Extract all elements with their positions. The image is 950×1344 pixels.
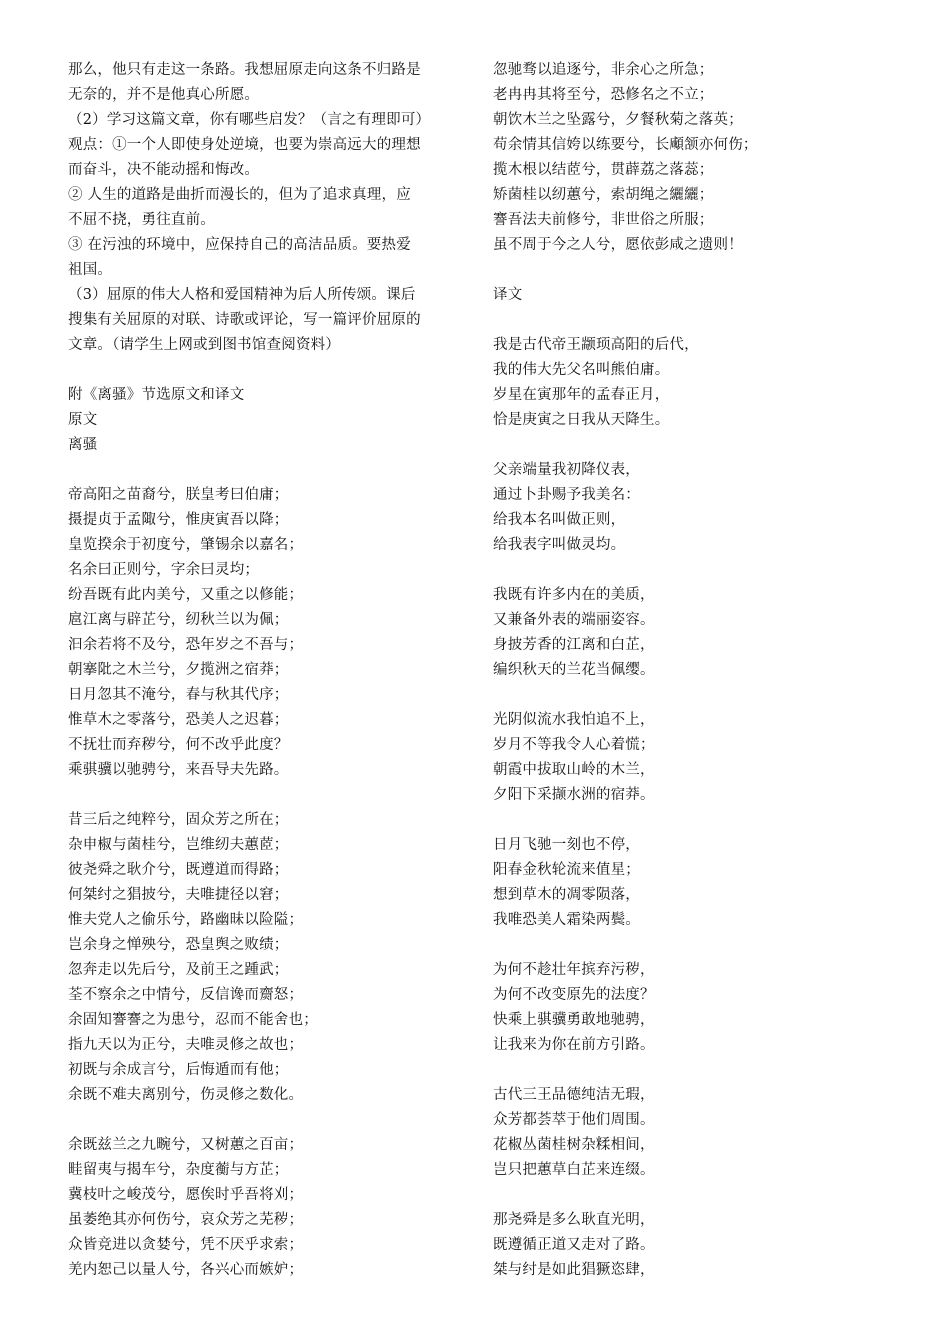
translation-line: 日月飞驰一刻也不停， bbox=[493, 837, 640, 853]
poem-line: 朝饮木兰之坠露兮，夕餐秋菊之落英； bbox=[493, 112, 743, 128]
translation-line: 通过卜卦赐予我美名： bbox=[493, 487, 640, 503]
right-column bbox=[493, 58, 893, 1283]
poem-line: 余固知謇謇之为患兮，忍而不能舍也； bbox=[68, 1012, 318, 1028]
answer-notes bbox=[68, 58, 468, 358]
poem-line: 虽不周于今之人兮，愿依彭咸之遗则！ bbox=[493, 237, 743, 253]
poem-line: 荃不察余之中情兮，反信谗而齌怒； bbox=[68, 987, 304, 1003]
poem-line: 杂申椒与菌桂兮，岂维纫夫蕙茝； bbox=[68, 837, 289, 853]
poem-line: 纷吾既有此内美兮，又重之以修能； bbox=[68, 587, 304, 603]
poem-title: 离骚 bbox=[68, 437, 98, 453]
translation-line: 父亲端量我初降仪表， bbox=[493, 462, 640, 478]
spacer bbox=[493, 433, 893, 458]
translation-line: 给我表字叫做灵均。 bbox=[493, 537, 626, 553]
translation-line: 我既有许多内在的美质， bbox=[493, 587, 655, 603]
translation-line: 给我本名叫做正则， bbox=[493, 512, 626, 528]
translation-stanza bbox=[493, 333, 893, 433]
text-line: ③ 在污浊的环境中，应保持自己的高洁品质。要热爱 bbox=[68, 237, 411, 253]
poem-line: 扈江离与辟芷兮，纫秋兰以为佩； bbox=[68, 612, 289, 628]
poem-line: 謇吾法夫前修兮，非世俗之所服； bbox=[493, 212, 714, 228]
translation-line: 既遵循正道又走对了路。 bbox=[493, 1237, 655, 1253]
spacer bbox=[493, 258, 893, 283]
poem-line: 汩余若将不及兮，恐年岁之不吾与； bbox=[68, 637, 304, 653]
spacer bbox=[68, 783, 468, 808]
poem-line: 惟夫党人之偷乐兮，路幽昧以险隘； bbox=[68, 912, 304, 928]
spacer bbox=[493, 808, 893, 833]
poem-line: 皇览揆余于初度兮，肇锡余以嘉名； bbox=[68, 537, 304, 553]
poem-line: 何桀纣之猖披兮，夫唯捷径以窘； bbox=[68, 887, 289, 903]
translation-line: 我是古代帝王颛顼高阳的后代， bbox=[493, 337, 699, 353]
translation-stanza bbox=[493, 458, 893, 558]
translation-line: 我的伟大先父名叫熊伯庸。 bbox=[493, 362, 670, 378]
translation-line: 岁月不等我令人心着慌； bbox=[493, 737, 655, 753]
text-line: 观点：①一个人即使身处逆境，也要为崇高远大的理想 bbox=[68, 137, 421, 153]
translation-line: 花椒丛菌桂树杂糅相间， bbox=[493, 1137, 655, 1153]
text-line: 而奋斗，决不能动摇和悔改。 bbox=[68, 162, 260, 178]
text-line: ② 人生的道路是曲折而漫长的，但为了追求真理，应 bbox=[68, 187, 411, 203]
translation-line: 古代三王品德纯洁无瑕， bbox=[493, 1087, 655, 1103]
poem-line: 羌内恕己以量人兮，各兴心而嫉妒； bbox=[68, 1262, 304, 1278]
translation-line: 那尧舜是多么耿直光明， bbox=[493, 1212, 655, 1228]
original-label: 原文 bbox=[68, 412, 98, 428]
text-line: 搜集有关屈原的对联、诗歌或评论，写一篇评价屈原的 bbox=[68, 312, 421, 328]
poem-line: 初既与余成言兮，后悔遁而有他； bbox=[68, 1062, 289, 1078]
poem-stanza-1 bbox=[68, 483, 468, 783]
translation-line: 为何不改变原先的法度？ bbox=[493, 987, 655, 1003]
translation-stanza bbox=[493, 1083, 893, 1183]
translation-line: 编织秋天的兰花当佩缨。 bbox=[493, 662, 655, 678]
spacer bbox=[493, 1183, 893, 1208]
poem-line: 冀枝叶之峻茂兮，愿俟时乎吾将刈； bbox=[68, 1187, 304, 1203]
left-column bbox=[68, 58, 468, 1283]
text-line: 那么，他只有走这一条路。我想屈原走向这条不归路是 bbox=[68, 62, 421, 78]
poem-line: 矫菌桂以纫蕙兮，索胡绳之纚纚； bbox=[493, 187, 714, 203]
spacer bbox=[68, 458, 468, 483]
translation-line: 夕阳下采撷水洲的宿莽。 bbox=[493, 787, 655, 803]
translation-line: 恰是庚寅之日我从天降生。 bbox=[493, 412, 670, 428]
spacer bbox=[493, 1058, 893, 1083]
translation-line: 想到草木的凋零陨落， bbox=[493, 887, 640, 903]
spacer bbox=[68, 1108, 468, 1133]
spacer bbox=[493, 308, 893, 333]
poem-line: 名余曰正则兮，字余曰灵均； bbox=[68, 562, 260, 578]
translation-line: 桀与纣是如此猖獗恣肆， bbox=[493, 1262, 655, 1278]
poem-line: 摄提贞于孟陬兮，惟庚寅吾以降； bbox=[68, 512, 289, 528]
poem-line: 虽萎绝其亦何伤兮，哀众芳之芜秽； bbox=[68, 1212, 304, 1228]
translation-line: 我唯恐美人霜染两鬓。 bbox=[493, 912, 640, 928]
poem-line: 乘骐骥以驰骋兮，来吾导夫先路。 bbox=[68, 762, 289, 778]
poem-line: 彼尧舜之耿介兮，既遵道而得路； bbox=[68, 862, 289, 878]
text-line: （3）屈原的伟大人格和爱国精神为后人所传颂。课后 bbox=[68, 287, 416, 303]
translation-line: 身披芳香的江离和白芷， bbox=[493, 637, 655, 653]
translation-label: 译文 bbox=[493, 287, 523, 303]
poem-line: 老冉冉其将至兮，恐修名之不立； bbox=[493, 87, 714, 103]
text-line: 不屈不挠，勇往直前。 bbox=[68, 212, 215, 228]
translation-stanza bbox=[493, 833, 893, 933]
translation-stanza bbox=[493, 583, 893, 683]
poem-line: 余既兹兰之九畹兮，又树蕙之百亩； bbox=[68, 1137, 304, 1153]
translation-stanza bbox=[493, 958, 893, 1058]
poem-stanza-2 bbox=[68, 808, 468, 1108]
poem-line: 朝搴阰之木兰兮，夕揽洲之宿莽； bbox=[68, 662, 289, 678]
poem-line: 惟草木之零落兮，恐美人之迟暮； bbox=[68, 712, 289, 728]
translation-line: 光阴似流水我怕追不上， bbox=[493, 712, 655, 728]
poem-line: 帝高阳之苗裔兮，朕皇考曰伯庸； bbox=[68, 487, 289, 503]
translation-line: 快乘上骐骥勇敢地驰骋， bbox=[493, 1012, 655, 1028]
poem-line: 不抚壮而弃秽兮，何不改乎此度？ bbox=[68, 737, 289, 753]
translation-line: 让我来为你在前方引路。 bbox=[493, 1037, 655, 1053]
poem-line: 忽奔走以先后兮，及前王之踵武； bbox=[68, 962, 289, 978]
text-line: 祖国。 bbox=[68, 262, 113, 278]
poem-line: 指九天以为正兮，夫唯灵修之故也； bbox=[68, 1037, 304, 1053]
poem-line: 岂余身之惮殃兮，恐皇舆之败绩； bbox=[68, 937, 289, 953]
text-line: 文章。（请学生上网或到图书馆查阅资料） bbox=[68, 337, 341, 353]
translation-line: 又兼备外表的端丽姿容。 bbox=[493, 612, 655, 628]
poem-stanza-3 bbox=[68, 1133, 468, 1283]
text-line: 无奈的，并不是他真心所愿。 bbox=[68, 87, 260, 103]
translation-line: 岁星在寅那年的孟春正月， bbox=[493, 387, 670, 403]
appendix-heading: 附《离骚》节选原文和译文 bbox=[68, 387, 245, 403]
poem-line: 余既不难夫离别兮，伤灵修之数化。 bbox=[68, 1087, 304, 1103]
translation-stanza bbox=[493, 708, 893, 808]
poem-line: 揽木根以结茝兮，贯薜荔之落蕊； bbox=[493, 162, 714, 178]
poem-stanza-continued bbox=[493, 58, 893, 258]
translation-line: 岂只把蕙草白芷来连缀。 bbox=[493, 1162, 655, 1178]
translation-line: 朝霞中拔取山岭的木兰， bbox=[493, 762, 655, 778]
spacer bbox=[493, 933, 893, 958]
spacer bbox=[493, 683, 893, 708]
text-line: （2）学习这篇文章，你有哪些启发？（言之有理即可） bbox=[68, 112, 431, 128]
translation-stanza bbox=[493, 1208, 893, 1283]
translation-line: 为何不趁壮年摈弃污秽， bbox=[493, 962, 655, 978]
poem-line: 昔三后之纯粹兮，固众芳之所在； bbox=[68, 812, 289, 828]
translation-line: 阳春金秋轮流来值星； bbox=[493, 862, 640, 878]
poem-line: 苟余情其信姱以练要兮，长顑颔亦何伤； bbox=[493, 137, 758, 153]
spacer bbox=[68, 358, 468, 383]
translation-line: 众芳都荟萃于他们周围。 bbox=[493, 1112, 655, 1128]
spacer bbox=[493, 558, 893, 583]
poem-line: 畦留夷与揭车兮，杂度蘅与方芷； bbox=[68, 1162, 289, 1178]
poem-line: 日月忽其不淹兮，春与秋其代序； bbox=[68, 687, 289, 703]
poem-line: 忽驰骛以追逐兮，非余心之所急； bbox=[493, 62, 714, 78]
poem-line: 众皆竞进以贪婪兮，凭不厌乎求索； bbox=[68, 1237, 304, 1253]
